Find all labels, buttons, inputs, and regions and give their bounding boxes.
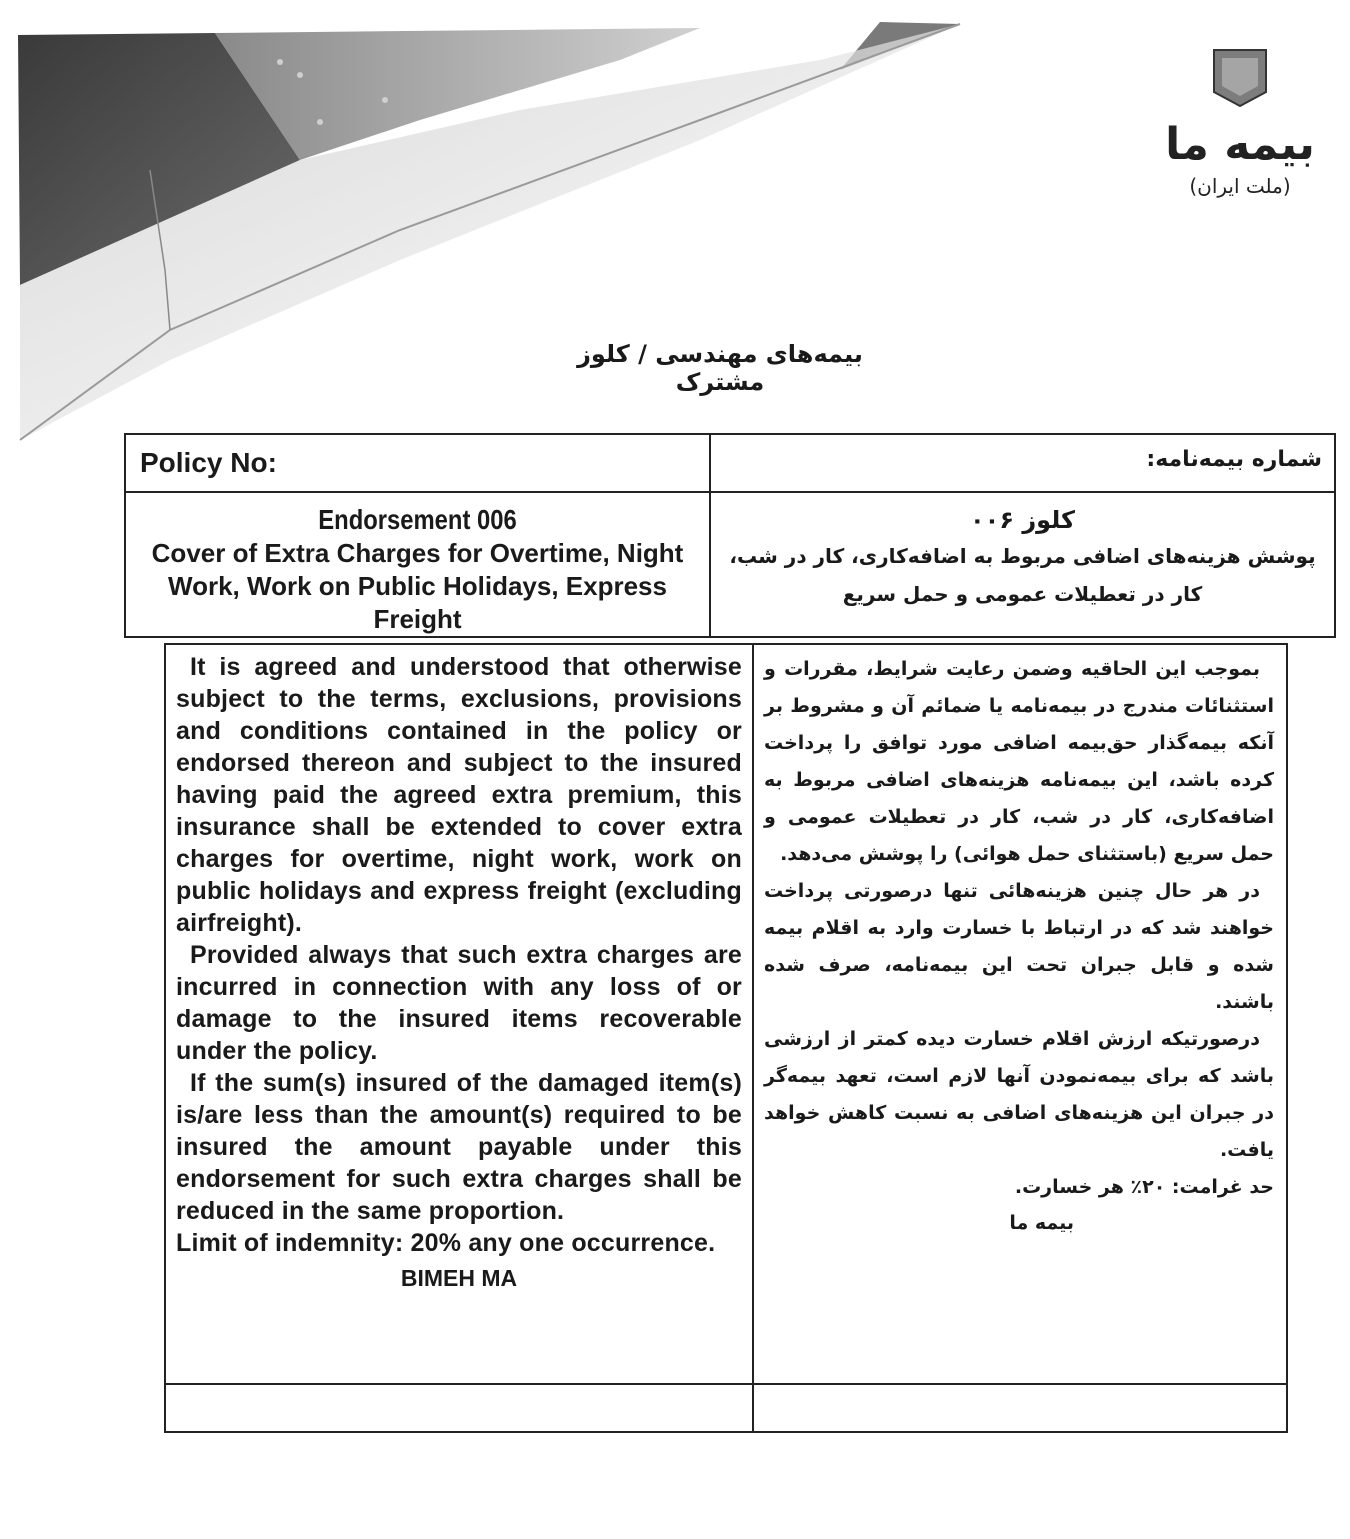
paragraph-coverage-fa: بموجب این الحاقیه وضمن رعایت شرایط، مقررات و استثنائات مندرج در بیمه‌نامه یا ضمائم آن و مشروط بر آنکه بیمه‌گذار حق‌بیمه اضافی مورد توافق را پرداخت کرده باشد، این بیمه‌نامه هزینه‌های اضافی مربوط به اضافه‌کاری، کار در شب، کار در تعطیلات عمومی و حمل سریع (باستثنای حمل هوائی) را پوشش می‌دهد. [764,658,1274,865]
paragraph-underinsurance-fa: درصورتیکه ارزش اقلام خسارت دیده کمتر از ارزشی باشد که برای بیمه‌نمودن آنها لازم است، تعهد بیمه‌گر در جبران این هزینه‌های اضافی به نسبت کاهش خواهد یافت. [764,1028,1274,1161]
endorsement-heading-en [125,492,710,637]
company-logo [1150,40,1330,220]
policy-number-row [125,434,1335,492]
paragraph-coverage-en: It is agreed and understood that otherwise subject to the terms, exclusions, provisions and conditions contained in the policy or endorsed thereon and subject to the insured having paid the agreed extra premium, this insurance shall be extended to cover extra charges for overtime, night work, work on public holidays and express freight (excluding airfreight). [176,653,742,937]
endorsement-text-fa [753,644,1287,1384]
endorsement-heading-row [125,492,1335,637]
empty-cell-en [165,1384,753,1432]
clause-number-fa: کلوز ۰۰۶ [970,506,1075,534]
logo-wordmark: بیمه ما [1165,119,1315,170]
policy-header-table [124,433,1336,638]
endorsement-text-en [165,644,753,1384]
signature-en: BIMEH MA [400,1265,518,1291]
signature-fa: بیمه ما [1009,1212,1074,1234]
limit-of-indemnity-en: Limit of indemnity: 20% any one occurrence. [176,1229,716,1257]
paragraph-proviso-fa: در هر حال چنین هزینه‌هائی تنها درصورتی پرداخت خواهند شد که در ارتباط با خسارت وارد به اقلام بیمه شده و قابل جبران تحت این بیمه‌نامه، صرف شده باشند. [764,880,1274,1013]
endorsement-number-en: Endorsement 006 [318,504,517,535]
endorsement-heading-fa [710,492,1335,637]
shield-emblem-icon [1212,48,1268,108]
endorsement-subject-en: Cover of Extra Charges for Overtime, Night Work, Work on Public Holidays, Express Freight [151,538,684,634]
endorsement-body-table [164,643,1288,1433]
policy-number-label-fa: شماره بیمه‌نامه: [710,434,1335,492]
paragraph-proviso-en: Provided always that such extra charges are incurred in connection with any loss of or damage to the insured items recoverable under the policy. [176,941,742,1065]
clause-subject-fa: پوشش هزینه‌های اضافی مربوط به اضافه‌کاری، کار در شب، کار در تعطیلات عمومی و حمل سریع [729,544,1316,606]
limit-of-indemnity-fa: حد غرامت: ۲۰٪ هر خسارت. [1014,1176,1274,1198]
endorsement-body-row [165,644,1287,1384]
empty-footer-row [165,1384,1287,1432]
paragraph-underinsurance-en: If the sum(s) insured of the damaged item(s) is/are less than the amount(s) required to be insured the amount payable under this endorsement for such extra charges shall be reduced in the same proportion. [176,1069,742,1225]
document-title: بیمه‌های مهندسی / کلوز مشترک [577,340,863,396]
policy-number-label-en: Policy No: [125,434,710,492]
empty-cell-fa [753,1384,1287,1432]
logo-subtitle: (ملت ایران) [1189,174,1291,198]
